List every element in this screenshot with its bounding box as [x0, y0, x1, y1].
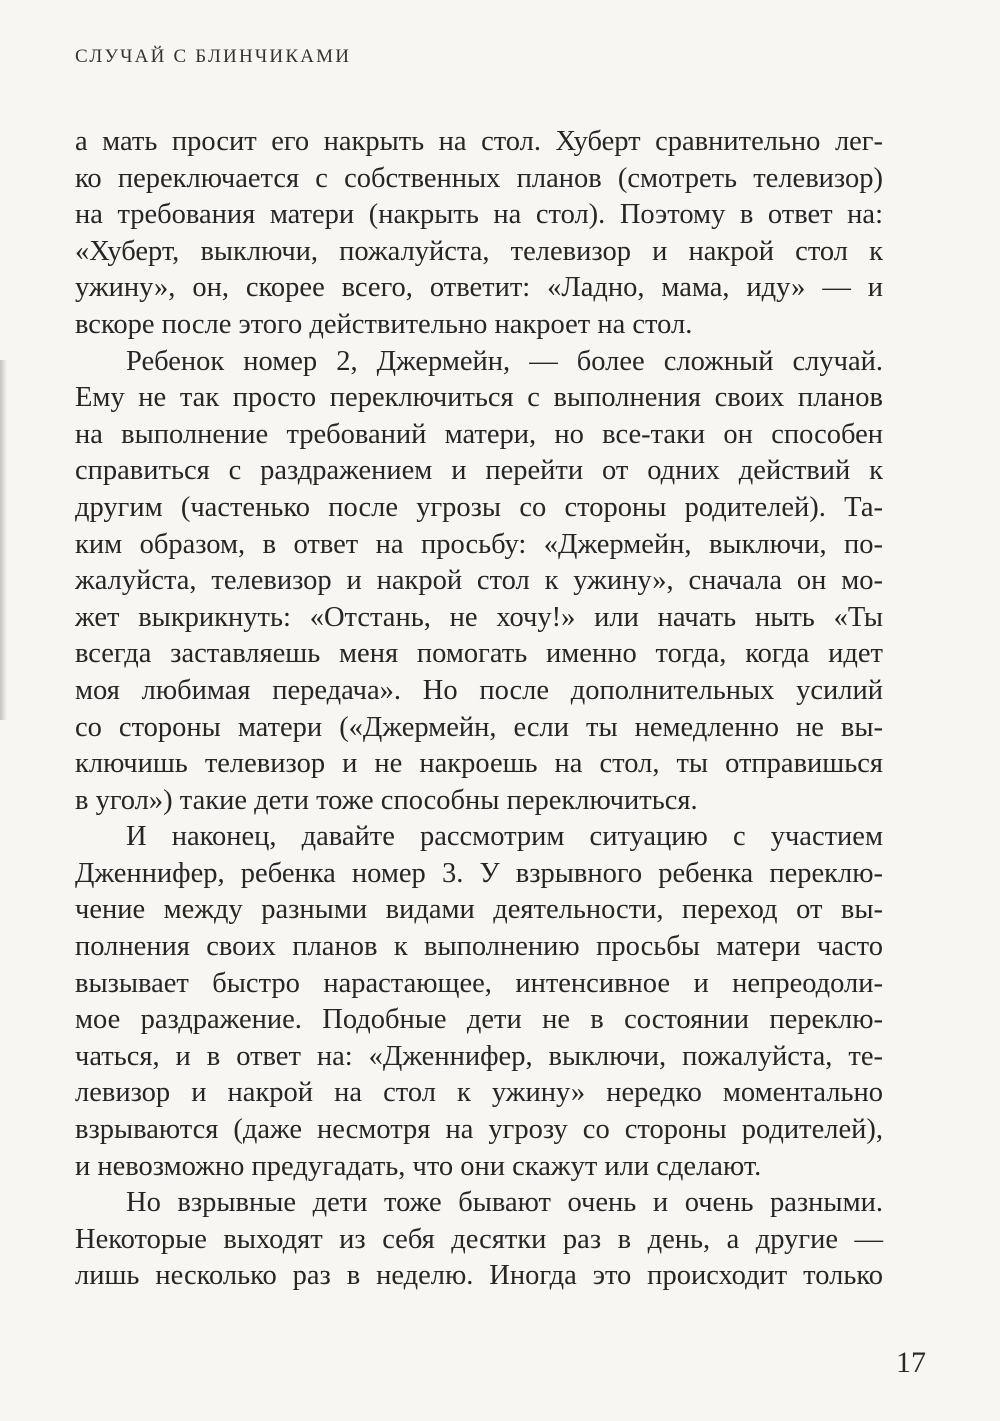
- text-line: другим (частенько после угрозы со стороны родителей). Та-: [75, 491, 883, 523]
- paragraph-first-line: И наконец, давайте рассмотрим ситуацию с участием: [126, 821, 883, 853]
- text-line: всегда заставляешь меня помогать именно тогда, когда идет: [75, 638, 883, 670]
- text-line: и невозможно предугадать, что они скажут или сделают.: [75, 1150, 762, 1182]
- text-line: вскоре после этого действительно накроет на стол.: [75, 308, 693, 340]
- text-line: на выполнение требований матери, но все-таки он способен: [75, 418, 883, 450]
- text-line: справиться с раздражением и перейти от одних действий к: [75, 455, 883, 487]
- text-line: чение между разными видами деятельности, переход от вы-: [75, 894, 883, 926]
- text-line: чаться, и в ответ на: «Дженнифер, выключи, пожалуйста, те-: [75, 1040, 883, 1072]
- text-line: жалуйста, телевизор и накрой стол к ужину», сначала он мо-: [75, 565, 883, 597]
- paragraph-first-line: Ребенок номер 2, Джермейн, — более сложный случай.: [126, 345, 883, 377]
- running-header: СЛУЧАЙ С БЛИНЧИКАМИ: [75, 46, 352, 67]
- text-line: мое раздражение. Подобные дети не в состоянии переклю-: [75, 1004, 883, 1036]
- text-line: со стороны матери («Джермейн, если ты немедленно не вы-: [75, 711, 883, 743]
- text-line: Некоторые выходят из себя десятки раз в день, а другие —: [75, 1223, 883, 1255]
- text-line: Дженнифер, ребенка номер 3. У взрывного ребенка переклю-: [75, 857, 883, 889]
- text-line: ужину», он, скорее всего, ответит: «Ладно, мама, иду» — и: [75, 272, 883, 304]
- text-line: левизор и накрой на стол к ужину» нередко моментально: [75, 1077, 883, 1109]
- text-line: ключишь телевизор и не накроешь на стол, ты отправишься: [75, 748, 883, 780]
- text-line: ким образом, в ответ на просьбу: «Джермейн, выключи, по-: [75, 528, 883, 560]
- text-line: в угол») такие дети тоже способны переключиться.: [75, 784, 698, 816]
- text-line: а мать просит его накрыть на стол. Хуберт сравнительно лег-: [75, 126, 883, 157]
- text-line: лишь несколько раз в неделю. Иногда это происходит только: [75, 1260, 883, 1292]
- text-line: ко переключается с собственных планов (смотреть телевизор): [75, 162, 883, 194]
- page-binding-shadow: [0, 360, 7, 720]
- text-line: полнения своих планов к выполнению просьбы матери часто: [75, 931, 883, 963]
- text-line: «Хуберт, выключи, пожалуйста, телевизор и накрой стол к: [75, 235, 883, 267]
- text-line: жет выкрикнуть: «Отстань, не хочу!» или начать ныть «Ты: [75, 601, 883, 633]
- text-line: на требования матери (накрыть на стол). Поэтому в ответ на:: [75, 199, 883, 231]
- body-text: [75, 124, 883, 1295]
- text-line: взрываются (даже несмотря на угрозу со стороны родителей),: [75, 1114, 883, 1146]
- text-line: вызывает быстро нарастающее, интенсивное и непреодоли-: [75, 967, 883, 999]
- page-number: 17: [896, 1346, 926, 1379]
- text-line: Ему не так просто переключиться с выполнения своих планов: [75, 382, 883, 414]
- text-line: моя любимая передача». Но после дополнительных усилий: [75, 674, 883, 706]
- paragraph-first-line: Но взрывные дети тоже бывают очень и очень разными.: [126, 1187, 883, 1219]
